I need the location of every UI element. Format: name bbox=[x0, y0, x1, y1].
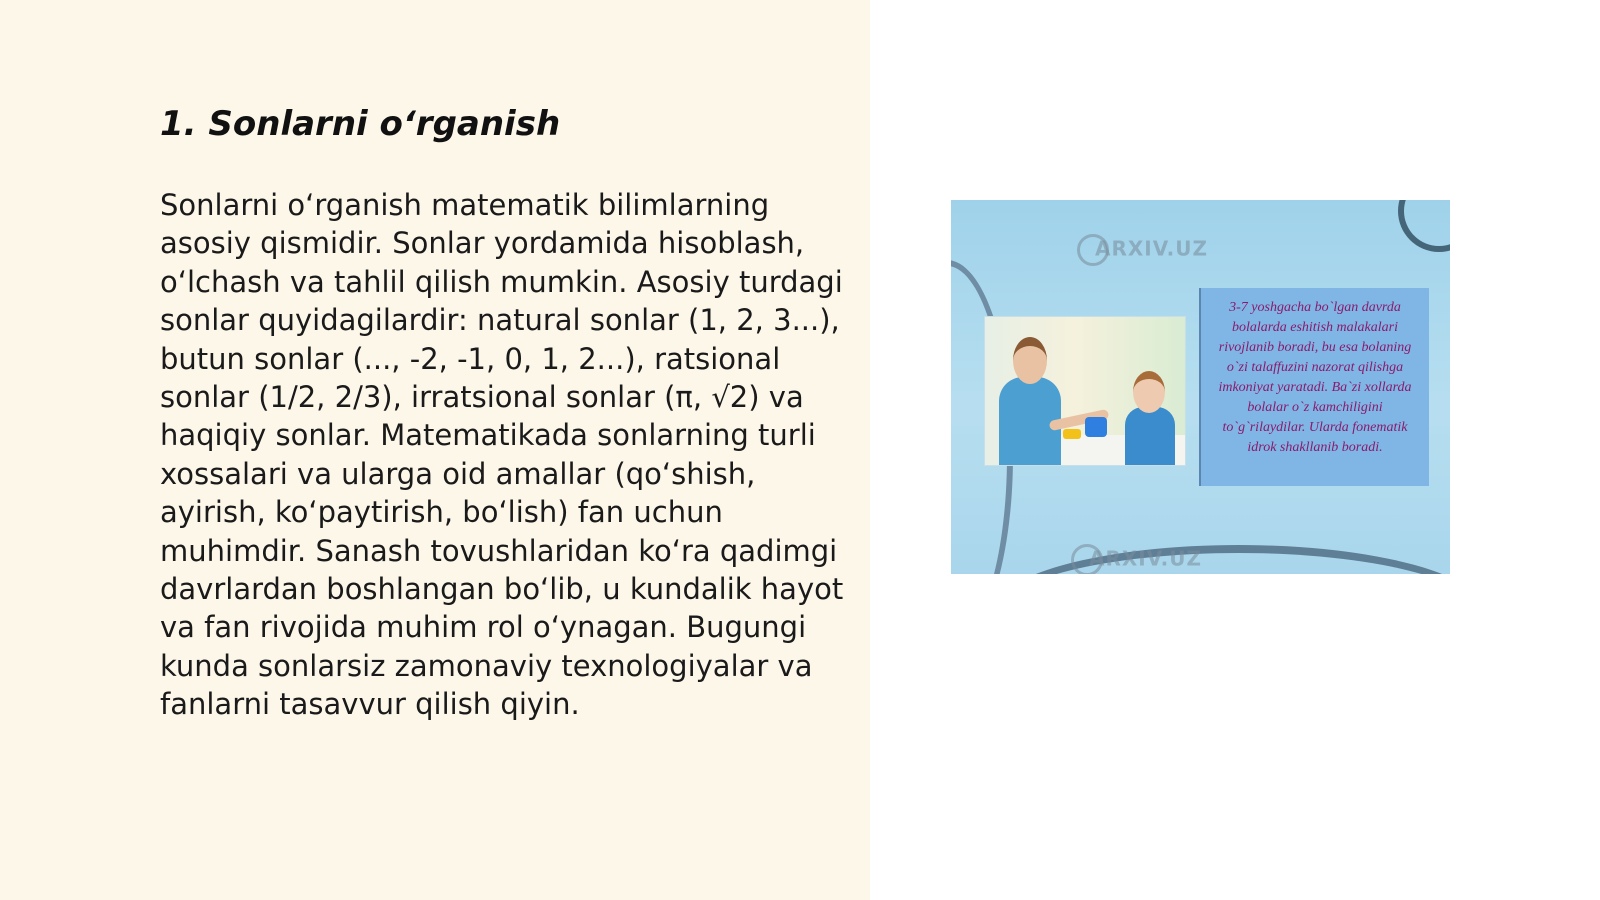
slide-body-text: Sonlarni o‘rganish matematik bilimlarning asosiy qismidir. Sonlar yordamida hisoblash, o‘lchash va tahlil qilish mumkin. Asosiy turdagi sonlar quyidagilardir: natural sonlar (1, 2, 3...), butun sonlar (..., -2, -1, 0, 1, 2...), ratsional sonlar (1/2, 2/3), irratsional sonlar (π, √2) va haqiqiy sonlar. Matematikada sonlarning turli xossalari va ularga oid amallar (qo‘shish, ayirish, ko‘paytirish, bo‘lish) fan uchun muhimdir. Sanash tovushlaridan ko‘ra qadimgi davrlardan boshlangan bo‘lib, u kundalik hayot va fan rivojida muhim rol o‘ynagan. Bugungi kunda sonlarsiz zamonaviy texnologiyalar va fanlarni tasavvur qilish qiyin. bbox=[160, 188, 844, 722]
decorative-arc-bottom bbox=[991, 545, 1450, 574]
watermark-logo: ARXIV.UZ bbox=[1071, 544, 1202, 574]
teacher-figure bbox=[999, 337, 1061, 465]
illustration-image bbox=[951, 200, 1450, 574]
image-caption: 3-7 yoshgacha bo`lgan davrda bolalarda eshitish malakalari rivojlanib boradi, bu esa bolaning o`zi talaffuzini nazorat qilishga imkoniyat yaratadi. Ba`zi xollarda bolalar o`z kamchiligini to`g`rilaydilar. Ularda fonematik idrok shakllanib boradi. bbox=[1199, 288, 1429, 486]
toy bbox=[1085, 417, 1107, 437]
slide-title: 1. Sonlarni o‘rganish bbox=[160, 104, 561, 144]
toy bbox=[1063, 429, 1081, 439]
watermark-logo: ARXIV.UZ bbox=[1077, 234, 1208, 266]
decorative-arc-top-right bbox=[1398, 200, 1450, 252]
child-figure bbox=[1125, 371, 1175, 465]
teacher-child-photo bbox=[984, 316, 1186, 466]
